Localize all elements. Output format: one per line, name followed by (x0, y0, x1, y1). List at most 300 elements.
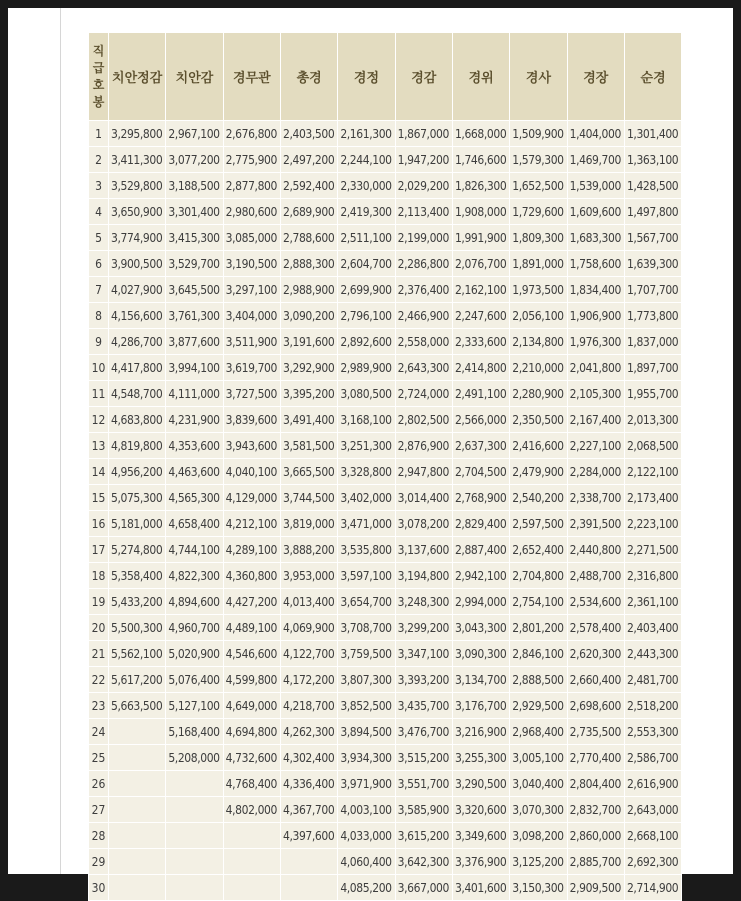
salary-cell: 3,188,500 (166, 173, 222, 198)
column-header: 경무관 (224, 33, 280, 120)
salary-cell (166, 849, 222, 874)
salary-cell: 3,395,200 (281, 381, 337, 406)
salary-cell: 2,068,500 (625, 433, 681, 458)
salary-cell: 2,199,000 (396, 225, 452, 250)
salary-cell: 3,551,700 (396, 771, 452, 796)
salary-cell: 3,080,500 (338, 381, 394, 406)
salary-cell: 3,774,900 (109, 225, 165, 250)
table-row (89, 407, 681, 432)
table-row (89, 147, 681, 172)
salary-cell: 1,906,900 (568, 303, 624, 328)
salary-cell: 3,299,200 (396, 615, 452, 640)
salary-cell: 2,597,500 (510, 511, 566, 536)
salary-cell: 1,758,600 (568, 251, 624, 276)
salary-cell: 3,476,700 (396, 719, 452, 744)
salary-cell: 2,553,300 (625, 719, 681, 744)
salary-cell: 2,660,400 (568, 667, 624, 692)
salary-cell: 2,947,800 (396, 459, 452, 484)
salary-cell: 3,415,300 (166, 225, 222, 250)
salary-cell: 1,579,300 (510, 147, 566, 172)
step-cell: 19 (89, 589, 108, 614)
salary-cell: 2,376,400 (396, 277, 452, 302)
salary-cell (166, 875, 222, 900)
salary-cell: 3,292,900 (281, 355, 337, 380)
salary-cell: 3,819,000 (281, 511, 337, 536)
salary-cell: 2,013,300 (625, 407, 681, 432)
salary-cell: 3,654,700 (338, 589, 394, 614)
salary-cell (224, 823, 280, 848)
salary-cell: 5,181,000 (109, 511, 165, 536)
column-header: 총경 (281, 33, 337, 120)
salary-cell: 3,176,700 (453, 693, 509, 718)
corner-rank-char: 급 (92, 60, 105, 75)
salary-cell: 4,172,200 (281, 667, 337, 692)
salary-cell: 4,802,000 (224, 797, 280, 822)
salary-cell: 2,511,100 (338, 225, 394, 250)
salary-cell: 1,729,600 (510, 199, 566, 224)
salary-cell: 2,105,300 (568, 381, 624, 406)
salary-cell: 5,663,500 (109, 693, 165, 718)
step-cell: 13 (89, 433, 108, 458)
salary-cell: 2,704,500 (453, 459, 509, 484)
salary-cell: 2,244,100 (338, 147, 394, 172)
table-row (89, 303, 681, 328)
step-cell: 29 (89, 849, 108, 874)
salary-cell: 2,540,200 (510, 485, 566, 510)
salary-cell: 3,943,600 (224, 433, 280, 458)
salary-cell: 2,692,300 (625, 849, 681, 874)
salary-cell: 5,076,400 (166, 667, 222, 692)
salary-cell: 4,360,800 (224, 563, 280, 588)
salary-cell: 2,714,900 (625, 875, 681, 900)
salary-cell: 3,642,300 (396, 849, 452, 874)
step-cell: 15 (89, 485, 108, 510)
salary-cell: 2,846,100 (510, 641, 566, 666)
salary-cell: 1,668,000 (453, 121, 509, 146)
salary-cell: 2,801,200 (510, 615, 566, 640)
salary-cell: 2,770,400 (568, 745, 624, 770)
salary-cell: 2,989,900 (338, 355, 394, 380)
salary-cell: 5,274,800 (109, 537, 165, 562)
salary-cell: 3,839,600 (224, 407, 280, 432)
step-cell: 7 (89, 277, 108, 302)
salary-cell (281, 849, 337, 874)
salary-cell: 4,489,100 (224, 615, 280, 640)
salary-cell: 2,887,400 (453, 537, 509, 562)
salary-cell: 2,161,300 (338, 121, 394, 146)
column-header: 경감 (396, 33, 452, 120)
salary-cell: 2,968,400 (510, 719, 566, 744)
salary-cell: 3,125,200 (510, 849, 566, 874)
salary-cell: 3,078,200 (396, 511, 452, 536)
salary-cell (166, 823, 222, 848)
salary-cell: 4,003,100 (338, 797, 394, 822)
salary-cell: 3,761,300 (166, 303, 222, 328)
salary-cell: 1,955,700 (625, 381, 681, 406)
salary-cell: 3,665,500 (281, 459, 337, 484)
salary-cell (109, 875, 165, 900)
salary-cell: 3,301,400 (166, 199, 222, 224)
table-row (89, 537, 681, 562)
salary-cell: 3,295,800 (109, 121, 165, 146)
salary-cell: 2,832,700 (568, 797, 624, 822)
salary-cell: 2,860,000 (568, 823, 624, 848)
salary-cell: 2,361,100 (625, 589, 681, 614)
salary-cell: 1,683,300 (568, 225, 624, 250)
step-cell: 9 (89, 329, 108, 354)
salary-cell: 1,404,000 (568, 121, 624, 146)
column-header: 경정 (338, 33, 394, 120)
step-cell: 1 (89, 121, 108, 146)
salary-cell: 2,643,000 (625, 797, 681, 822)
step-cell: 26 (89, 771, 108, 796)
salary-cell: 3,070,300 (510, 797, 566, 822)
salary-cell: 1,639,300 (625, 251, 681, 276)
salary-cell: 3,615,200 (396, 823, 452, 848)
salary-cell: 3,888,200 (281, 537, 337, 562)
salary-cell: 2,247,600 (453, 303, 509, 328)
salary-cell: 2,338,700 (568, 485, 624, 510)
salary-cell: 3,650,900 (109, 199, 165, 224)
salary-cell: 3,708,700 (338, 615, 394, 640)
salary-cell: 3,401,600 (453, 875, 509, 900)
salary-cell: 1,652,500 (510, 173, 566, 198)
salary-cell: 4,262,300 (281, 719, 337, 744)
corner-step-char: 호 (92, 77, 105, 92)
salary-cell: 1,428,500 (625, 173, 681, 198)
salary-cell: 4,548,700 (109, 381, 165, 406)
salary-cell: 4,565,300 (166, 485, 222, 510)
salary-cell: 2,479,900 (510, 459, 566, 484)
table-row (89, 667, 681, 692)
table-row (89, 121, 681, 146)
table-row (89, 797, 681, 822)
salary-cell: 3,619,700 (224, 355, 280, 380)
salary-cell: 2,330,000 (338, 173, 394, 198)
salary-cell: 3,347,100 (396, 641, 452, 666)
salary-cell: 2,586,700 (625, 745, 681, 770)
step-cell: 12 (89, 407, 108, 432)
salary-cell (109, 797, 165, 822)
salary-cell (109, 745, 165, 770)
salary-cell: 2,403,400 (625, 615, 681, 640)
salary-cell: 4,286,700 (109, 329, 165, 354)
table-row (89, 485, 681, 510)
salary-cell: 3,994,100 (166, 355, 222, 380)
salary-cell: 2,076,700 (453, 251, 509, 276)
salary-cell: 2,829,400 (453, 511, 509, 536)
salary-cell: 2,980,600 (224, 199, 280, 224)
salary-cell: 4,397,600 (281, 823, 337, 848)
salary-cell: 3,667,000 (396, 875, 452, 900)
step-cell: 8 (89, 303, 108, 328)
salary-cell: 3,090,200 (281, 303, 337, 328)
salary-cell: 3,404,000 (224, 303, 280, 328)
salary-cell: 3,085,000 (224, 225, 280, 250)
step-cell: 24 (89, 719, 108, 744)
salary-cell: 2,134,800 (510, 329, 566, 354)
salary-cell: 4,463,600 (166, 459, 222, 484)
salary-cell: 3,005,100 (510, 745, 566, 770)
salary-cell: 3,581,500 (281, 433, 337, 458)
salary-cell: 3,349,600 (453, 823, 509, 848)
salary-cell: 4,231,900 (166, 407, 222, 432)
salary-cell: 3,435,700 (396, 693, 452, 718)
salary-cell: 3,040,400 (510, 771, 566, 796)
table-row (89, 329, 681, 354)
salary-cell: 1,567,700 (625, 225, 681, 250)
salary-cell: 3,077,200 (166, 147, 222, 172)
salary-cell: 2,892,600 (338, 329, 394, 354)
salary-cell (166, 797, 222, 822)
salary-cell: 4,427,200 (224, 589, 280, 614)
salary-cell (109, 719, 165, 744)
salary-cell: 3,376,900 (453, 849, 509, 874)
salary-cell: 1,497,800 (625, 199, 681, 224)
table-row (89, 251, 681, 276)
salary-cell: 3,597,100 (338, 563, 394, 588)
table-row (89, 173, 681, 198)
corner-rank-char: 직 (92, 43, 105, 58)
salary-cell: 4,683,800 (109, 407, 165, 432)
salary-cell: 1,746,600 (453, 147, 509, 172)
salary-cell: 2,698,600 (568, 693, 624, 718)
salary-cell: 3,290,500 (453, 771, 509, 796)
salary-cell: 4,694,800 (224, 719, 280, 744)
salary-table (88, 32, 682, 901)
salary-cell: 4,960,700 (166, 615, 222, 640)
salary-cell: 3,529,800 (109, 173, 165, 198)
salary-cell: 2,041,800 (568, 355, 624, 380)
salary-cell (109, 823, 165, 848)
step-cell: 27 (89, 797, 108, 822)
salary-cell: 2,877,800 (224, 173, 280, 198)
salary-cell: 3,393,200 (396, 667, 452, 692)
salary-cell (109, 771, 165, 796)
salary-cell: 2,518,200 (625, 693, 681, 718)
salary-cell: 4,085,200 (338, 875, 394, 900)
salary-cell: 1,469,700 (568, 147, 624, 172)
salary-cell: 5,358,400 (109, 563, 165, 588)
salary-cell: 4,353,600 (166, 433, 222, 458)
salary-cell: 2,210,000 (510, 355, 566, 380)
salary-cell: 2,167,400 (568, 407, 624, 432)
salary-cell: 3,934,300 (338, 745, 394, 770)
table-row (89, 745, 681, 770)
salary-cell: 2,403,500 (281, 121, 337, 146)
salary-cell: 4,060,400 (338, 849, 394, 874)
salary-cell: 3,491,400 (281, 407, 337, 432)
salary-cell: 3,194,800 (396, 563, 452, 588)
salary-cell: 2,416,600 (510, 433, 566, 458)
salary-cell: 2,497,200 (281, 147, 337, 172)
column-header: 순경 (625, 33, 681, 120)
step-cell: 3 (89, 173, 108, 198)
salary-cell: 3,852,500 (338, 693, 394, 718)
salary-cell: 3,191,600 (281, 329, 337, 354)
salary-cell: 2,286,800 (396, 251, 452, 276)
salary-cell: 2,735,500 (568, 719, 624, 744)
salary-cell: 3,744,500 (281, 485, 337, 510)
salary-cell: 4,649,000 (224, 693, 280, 718)
salary-cell: 1,301,400 (625, 121, 681, 146)
salary-cell: 3,645,500 (166, 277, 222, 302)
salary-cell: 2,592,400 (281, 173, 337, 198)
table-header-row (89, 33, 681, 120)
salary-cell: 4,822,300 (166, 563, 222, 588)
salary-cell: 5,168,400 (166, 719, 222, 744)
salary-cell: 5,562,100 (109, 641, 165, 666)
salary-cell: 2,929,500 (510, 693, 566, 718)
table-row (89, 771, 681, 796)
salary-cell: 2,643,300 (396, 355, 452, 380)
salary-cell (166, 771, 222, 796)
table-row (89, 823, 681, 848)
salary-cell: 3,727,500 (224, 381, 280, 406)
salary-cell: 2,223,100 (625, 511, 681, 536)
salary-cell: 4,129,000 (224, 485, 280, 510)
salary-cell: 4,768,400 (224, 771, 280, 796)
salary-cell: 3,090,300 (453, 641, 509, 666)
step-cell: 2 (89, 147, 108, 172)
salary-cell: 2,029,200 (396, 173, 452, 198)
salary-cell: 2,668,100 (625, 823, 681, 848)
salary-cell: 3,402,000 (338, 485, 394, 510)
salary-cell: 2,876,900 (396, 433, 452, 458)
table-row (89, 355, 681, 380)
salary-cell: 4,417,800 (109, 355, 165, 380)
salary-cell: 2,534,600 (568, 589, 624, 614)
table-row (89, 459, 681, 484)
left-margin-rule (60, 8, 61, 874)
salary-cell: 1,867,000 (396, 121, 452, 146)
salary-cell: 2,676,800 (224, 121, 280, 146)
salary-cell: 4,289,100 (224, 537, 280, 562)
salary-cell: 3,585,900 (396, 797, 452, 822)
salary-cell: 3,953,000 (281, 563, 337, 588)
salary-cell: 3,150,300 (510, 875, 566, 900)
salary-cell: 3,971,900 (338, 771, 394, 796)
salary-cell: 2,481,700 (625, 667, 681, 692)
salary-cell: 5,075,300 (109, 485, 165, 510)
step-cell: 20 (89, 615, 108, 640)
salary-cell: 3,043,300 (453, 615, 509, 640)
step-cell: 25 (89, 745, 108, 770)
column-header: 치안정감 (109, 33, 165, 120)
salary-cell: 1,809,300 (510, 225, 566, 250)
salary-cell: 1,363,100 (625, 147, 681, 172)
salary-cell: 2,637,300 (453, 433, 509, 458)
salary-cell: 3,248,300 (396, 589, 452, 614)
salary-cell: 3,535,800 (338, 537, 394, 562)
step-cell: 17 (89, 537, 108, 562)
salary-cell: 3,137,600 (396, 537, 452, 562)
salary-cell: 3,471,000 (338, 511, 394, 536)
step-cell: 11 (89, 381, 108, 406)
salary-cell: 5,020,900 (166, 641, 222, 666)
salary-cell: 2,796,100 (338, 303, 394, 328)
salary-cell: 2,689,900 (281, 199, 337, 224)
salary-cell: 2,414,800 (453, 355, 509, 380)
salary-cell: 4,033,000 (338, 823, 394, 848)
salary-cell: 3,297,100 (224, 277, 280, 302)
salary-cell: 1,609,600 (568, 199, 624, 224)
salary-cell: 4,027,900 (109, 277, 165, 302)
table-row (89, 277, 681, 302)
table-row (89, 433, 681, 458)
table-row (89, 511, 681, 536)
salary-cell: 2,333,600 (453, 329, 509, 354)
salary-cell: 3,168,100 (338, 407, 394, 432)
step-cell: 22 (89, 667, 108, 692)
salary-cell: 2,466,900 (396, 303, 452, 328)
salary-cell: 2,391,500 (568, 511, 624, 536)
salary-cell: 2,724,000 (396, 381, 452, 406)
salary-cell (224, 849, 280, 874)
salary-cell: 1,947,200 (396, 147, 452, 172)
salary-cell: 2,967,100 (166, 121, 222, 146)
table-row (89, 199, 681, 224)
salary-cell: 4,894,600 (166, 589, 222, 614)
salary-cell: 4,744,100 (166, 537, 222, 562)
salary-cell: 3,759,500 (338, 641, 394, 666)
salary-cell: 4,956,200 (109, 459, 165, 484)
table-row (89, 381, 681, 406)
salary-cell: 2,888,500 (510, 667, 566, 692)
salary-cell: 1,773,800 (625, 303, 681, 328)
salary-cell: 2,284,000 (568, 459, 624, 484)
salary-cell: 5,433,200 (109, 589, 165, 614)
step-cell: 28 (89, 823, 108, 848)
salary-cell: 4,367,700 (281, 797, 337, 822)
salary-cell: 4,069,900 (281, 615, 337, 640)
step-cell: 18 (89, 563, 108, 588)
table-row (89, 849, 681, 874)
salary-cell: 2,909,500 (568, 875, 624, 900)
salary-cell: 2,271,500 (625, 537, 681, 562)
salary-cell: 1,707,700 (625, 277, 681, 302)
salary-cell: 4,040,100 (224, 459, 280, 484)
salary-cell: 2,802,500 (396, 407, 452, 432)
salary-cell: 4,819,800 (109, 433, 165, 458)
salary-cell: 3,529,700 (166, 251, 222, 276)
salary-cell: 2,122,100 (625, 459, 681, 484)
salary-cell: 2,616,900 (625, 771, 681, 796)
step-cell: 5 (89, 225, 108, 250)
table-row (89, 563, 681, 588)
salary-cell: 1,539,000 (568, 173, 624, 198)
salary-cell: 2,885,700 (568, 849, 624, 874)
salary-cell: 2,443,300 (625, 641, 681, 666)
step-cell: 14 (89, 459, 108, 484)
salary-cell: 2,804,400 (568, 771, 624, 796)
salary-cell: 4,302,400 (281, 745, 337, 770)
salary-cell: 3,251,300 (338, 433, 394, 458)
column-header: 경장 (568, 33, 624, 120)
corner-step-char: 봉 (92, 94, 105, 109)
salary-cell: 3,328,800 (338, 459, 394, 484)
salary-cell (224, 875, 280, 900)
salary-cell: 3,511,900 (224, 329, 280, 354)
salary-cell: 2,491,100 (453, 381, 509, 406)
salary-cell: 2,604,700 (338, 251, 394, 276)
salary-cell: 2,699,900 (338, 277, 394, 302)
salary-cell: 1,826,300 (453, 173, 509, 198)
corner-header (89, 33, 108, 120)
salary-cell: 3,900,500 (109, 251, 165, 276)
salary-cell: 2,888,300 (281, 251, 337, 276)
salary-cell: 3,515,200 (396, 745, 452, 770)
